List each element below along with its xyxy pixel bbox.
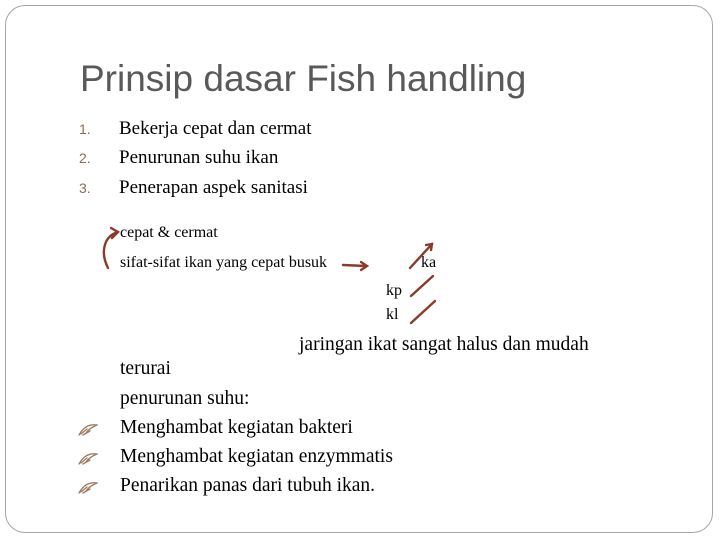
note-cepat-cermat: cepat & cermat (120, 224, 218, 241)
list-item-3: Penerapan aspek sanitasi (119, 177, 308, 198)
note-fragment-kp: kp (386, 282, 402, 299)
list-number-2: 2. (79, 150, 91, 166)
bullet-item-2: Menghambat kegiatan enzymmatis (120, 446, 393, 467)
note-sifat-ikan: sifat-sifat ikan yang cepat busuk (120, 254, 328, 271)
note-fragment-ka: ka (421, 254, 437, 271)
note-fragment-kl: kl (386, 306, 399, 323)
bullet-item-3: Penarikan panas dari tubuh ikan. (120, 475, 376, 496)
bullet-feather-icon (78, 481, 98, 495)
body-line-terurai: terurai (120, 358, 171, 379)
body-line-penurunan: penurunan suhu: (120, 388, 250, 409)
list-number-1: 1. (79, 121, 91, 137)
list-number-3: 3. (79, 180, 91, 196)
bullet-item-1: Menghambat kegiatan bakteri (120, 417, 353, 438)
slide-title: Prinsip dasar Fish handling (80, 58, 527, 99)
list-item-2: Penurunan suhu ikan (119, 147, 279, 168)
body-line-jaringan: jaringan ikat sangat halus dan mudah (299, 334, 589, 355)
list-item-1: Bekerja cepat dan cermat (119, 118, 312, 139)
bullet-feather-icon (78, 452, 98, 466)
bullet-feather-icon (78, 423, 98, 437)
